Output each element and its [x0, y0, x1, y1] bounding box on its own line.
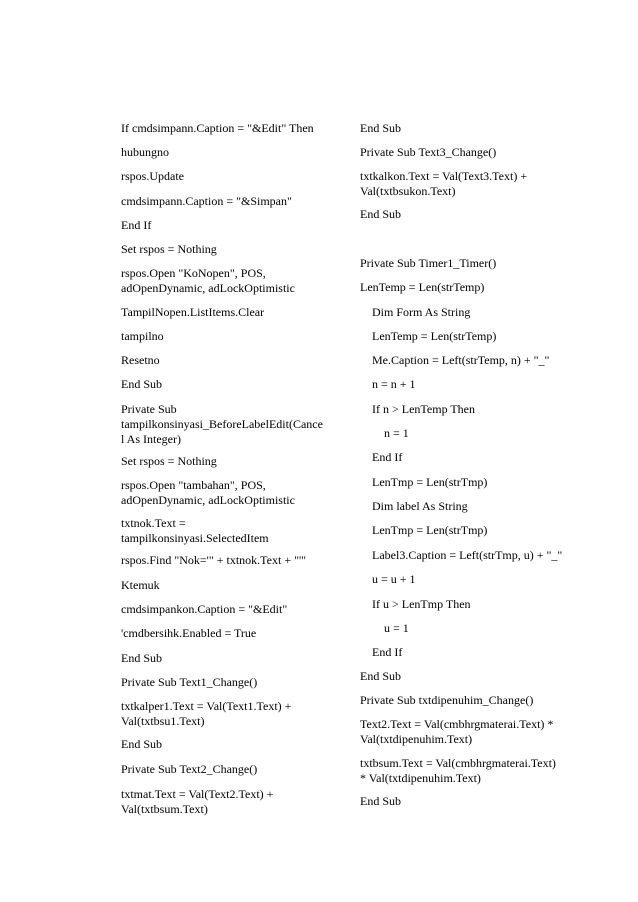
- code-line: End Sub: [121, 377, 163, 391]
- code-line: End If: [372, 450, 403, 464]
- code-line: If u > LenTmp Then: [372, 597, 471, 611]
- code-line: Private Sub Timer1_Timer(): [360, 256, 497, 270]
- code-line: txtkalkon.Text = Val(Text3.Text) + Val(txtbsukon.Text): [360, 169, 528, 198]
- code-line: Private Sub Text3_Change(): [360, 145, 497, 159]
- code-line: cmdsimpann.Caption = "&Simpan": [121, 194, 292, 208]
- code-line: LenTemp = Len(strTemp): [372, 329, 497, 343]
- code-line: rspos.Update: [121, 169, 184, 183]
- code-line: LenTmp = Len(strTmp): [372, 523, 488, 537]
- code-line: End If: [121, 218, 152, 232]
- code-line: cmdsimpankon.Caption = "&Edit": [121, 602, 288, 616]
- code-line: LenTemp = Len(strTemp): [360, 280, 485, 294]
- code-line: u = 1: [384, 621, 409, 635]
- code-line: txtkalper1.Text = Val(Text1.Text) + Val(txtbsu1.Text): [121, 699, 292, 728]
- code-line: End Sub: [360, 207, 402, 221]
- code-line: txtnok.Text = tampilkonsinyasi.SelectedItem: [121, 516, 269, 545]
- code-line: tampilno: [121, 329, 164, 343]
- code-line: Label3.Caption = Left(strTmp, u) + "_": [372, 548, 563, 562]
- code-line: txtbsum.Text = Val(cmbhrgmaterai.Text) * Val(txtdipenuhim.Text): [360, 756, 556, 785]
- code-line: Private Sub Text2_Change(): [121, 762, 258, 776]
- code-line: Ktemuk: [121, 578, 160, 592]
- code-line: Dim label As String: [372, 499, 468, 513]
- code-line: LenTmp = Len(strTmp): [372, 475, 488, 489]
- code-line: Private Sub Text1_Change(): [121, 675, 258, 689]
- code-line: n = 1: [384, 426, 409, 440]
- code-line: If cmdsimpann.Caption = "&Edit" Then: [121, 121, 314, 135]
- code-line: Me.Caption = Left(strTemp, n) + "_": [372, 353, 550, 367]
- code-line: rspos.Open "tambahan", POS, adOpenDynamic, adLockOptimistic: [121, 478, 295, 507]
- code-line: Private Sub txtdipenuhim_Change(): [360, 693, 534, 707]
- code-line: If n > LenTemp Then: [372, 402, 476, 416]
- code-line: u = u + 1: [372, 572, 416, 586]
- code-line: End If: [372, 645, 403, 659]
- code-line: TampilNopen.ListItems.Clear: [121, 305, 265, 319]
- code-line: Resetno: [121, 353, 160, 367]
- code-line: End Sub: [360, 794, 402, 808]
- code-line: 'cmdbersihk.Enabled = True: [121, 626, 257, 640]
- code-line: Set rspos = Nothing: [121, 242, 217, 256]
- code-line: End Sub: [360, 669, 402, 683]
- code-line: txtmat.Text = Val(Text2.Text) + Val(txtbsum.Text): [121, 787, 274, 816]
- code-line: n = n + 1: [372, 377, 416, 391]
- code-line: Dim Form As String: [372, 305, 471, 319]
- code-line: rspos.Find "Nok='" + txtnok.Text + "'": [121, 553, 307, 567]
- code-line: End Sub: [121, 737, 163, 751]
- code-line: hubungno: [121, 145, 169, 159]
- code-line: End Sub: [360, 121, 402, 135]
- code-line: rspos.Open "KoNopen", POS, adOpenDynamic, adLockOptimistic: [121, 266, 295, 295]
- code-line: Private Sub tampilkonsinyasi_BeforeLabelEdit(Cance l As Integer): [121, 402, 323, 446]
- code-line: Text2.Text = Val(cmbhrgmaterai.Text) * Val(txtdipenuhim.Text): [360, 717, 554, 746]
- code-line: End Sub: [121, 651, 163, 665]
- code-line: Set rspos = Nothing: [121, 454, 217, 468]
